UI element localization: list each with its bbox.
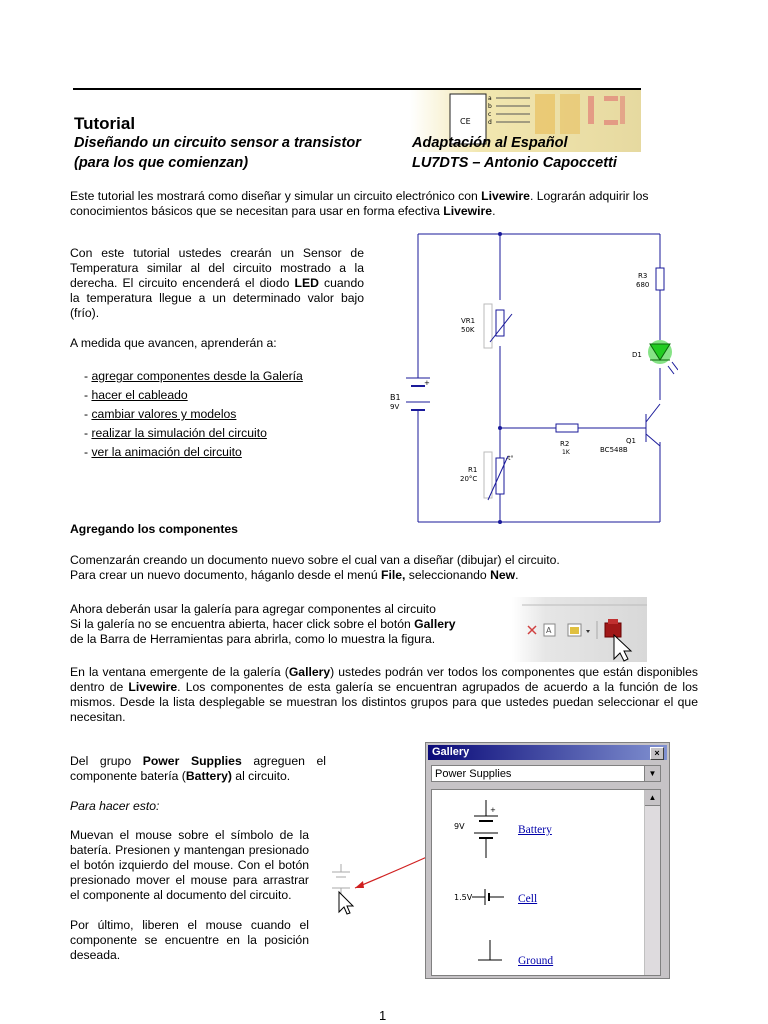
sensor-text-b: cuando la temperatura llegue a un determinado valor bajo (frío). [70, 276, 364, 320]
svg-text:+: + [424, 379, 430, 387]
label-r1: R1 [468, 466, 478, 474]
ghost-battery-icon [332, 864, 350, 896]
cell-value: 1.5V [454, 893, 473, 902]
chevron-down-icon[interactable]: ▼ [644, 766, 660, 781]
group-select[interactable] [431, 765, 661, 782]
label-b1-value: 9V [390, 403, 400, 411]
circuit-diagram [388, 228, 678, 528]
svg-text:+: + [490, 806, 496, 814]
label-b1: B1 [390, 393, 401, 402]
svg-text:a: a [488, 95, 492, 102]
gallery-item-cell[interactable]: Cell [518, 893, 538, 905]
learn-item[interactable]: - agregar componentes desde la Galería [84, 369, 303, 383]
text-icon [544, 624, 555, 636]
subtitle-line1: Diseñando un circuito sensor a transistor [74, 135, 361, 151]
sensor-text-a: Con este tutorial ustedes crearán un Sensor de Temperatura similar al del circuito mostrado a la derecha. El circuito encenderá el diodo [70, 246, 364, 290]
circuit-wires [418, 234, 660, 522]
transistor-symbol [646, 404, 660, 446]
learn-list [84, 367, 303, 462]
battery-component-icon[interactable] [468, 798, 504, 862]
gallery-item-battery[interactable]: Battery [518, 824, 552, 836]
learn-item[interactable]: - ver la animación del circuito [84, 445, 242, 459]
label-r2: R2 [560, 440, 570, 448]
learn-intro: A medida que avancen, aprenderán a: [70, 336, 277, 350]
menu-new: New [490, 568, 516, 582]
intro-text-c: . [492, 204, 496, 218]
intro-text-b: . Lograrán adquirir los conocimientos básicos que se necesitan para usar en forma efectiva [70, 189, 649, 218]
sensor-bold-led: LED [294, 276, 319, 290]
variable-resistor-symbol [484, 304, 512, 348]
gallery-item-ground[interactable]: Ground [518, 955, 554, 967]
toolbar-screenshot [512, 597, 647, 662]
component-list[interactable] [431, 789, 661, 976]
gallery-title: Gallery [432, 746, 470, 758]
learn-item[interactable]: - realizar la simulación del circuito [84, 426, 267, 440]
ground-component-icon[interactable] [472, 940, 508, 970]
label-temp-mark: -t° [506, 455, 514, 462]
thermistor-symbol [484, 452, 508, 500]
label-r3: R3 [638, 272, 648, 280]
label-q1-value: BC548B [600, 446, 628, 454]
svg-text:CE: CE [460, 117, 471, 126]
label-vr1: VR1 [461, 317, 476, 325]
intro-bold-a: Livewire [481, 189, 530, 203]
gallery-line2: Si la galería no se encuentra abierta, hacer click sobre el botón Gallery [70, 617, 456, 631]
power-bold-battery: Battery) [185, 769, 232, 783]
r3-symbol [656, 268, 664, 290]
howto-heading: Para hacer esto: [70, 799, 160, 813]
label-q1: Q1 [626, 437, 636, 445]
gallery-titlebar[interactable] [428, 745, 667, 760]
r2-symbol [556, 424, 578, 432]
scroll-up-icon[interactable]: ▲ [645, 790, 660, 806]
drag-cursor-icon [339, 892, 353, 914]
adaptation-line1: Adaptación al Español [412, 135, 568, 151]
label-r2-value: 1K [562, 449, 570, 456]
group-select-value: Power Supplies [435, 768, 512, 780]
intro-bold-b: Livewire [443, 204, 493, 218]
new-doc-line2: Para crear un nuevo documento, háganlo desde el menú File, seleccionando New. [70, 568, 519, 582]
cell-component-icon[interactable] [472, 886, 508, 908]
final-paragraph: Por último, liberen el mouse cuando el componente se encuentre en la posición deseada. [70, 918, 309, 962]
svg-text:c: c [488, 111, 492, 118]
battery-value: 9V [454, 822, 465, 831]
window-bold-livewire: Livewire [128, 680, 178, 694]
intro-paragraph [70, 189, 690, 219]
gallery-bold: Gallery [414, 617, 456, 631]
svg-text:d: d [488, 119, 492, 126]
gallery-window[interactable] [425, 742, 670, 979]
adaptation-line2: LU7DTS – Antonio Capoccetti [412, 155, 617, 171]
sensor-paragraph [70, 246, 364, 321]
window-paragraph: En la ventana emergente de la galería (Gallery) ustedes podrán ver todos los componentes que están disponibles dentro de Livewire. Los componentes de esta galería se encuentran agrupados de acuerdo a la función de los mismos. Desde la lista desplegable se muestran los distintos grupos para que ustedes puedan seleccionar el que necesitan. [70, 665, 698, 724]
subtitle-line2: (para los que comienzan) [74, 155, 249, 171]
learn-item[interactable]: - cambiar valores y modelos [84, 407, 237, 421]
label-r1-value: 20°C [460, 475, 478, 483]
gallery-line3: de la Barra de Herramientas para abrirla, como lo muestra la figura. [70, 632, 436, 646]
power-bold-supplies: Power Supplies [142, 754, 242, 768]
label-vr1-value: 50K [461, 326, 475, 334]
label-r3-value: 680 [636, 281, 650, 289]
svg-text:A: A [546, 626, 552, 635]
steps-paragraph: Muevan el mouse sobre el símbolo de la batería. Presionen y mantengan presionado el botón izquierdo del mouse. Con el botón presionado mover el mouse para arrastrar el componente al documento del circuito. [70, 828, 309, 902]
page-title: Tutorial [74, 114, 136, 133]
power-paragraph: Del grupo Power Supplies agreguen el componente batería (Battery) al circuito. [70, 754, 326, 783]
list-scrollbar[interactable] [644, 790, 660, 975]
picture-icon [568, 624, 581, 636]
svg-text:b: b [488, 103, 492, 110]
section-heading: Agregando los componentes [70, 522, 238, 536]
label-d1: D1 [632, 351, 642, 359]
intro-text-a: Este tutorial les mostrará como diseñar y simular un circuito electrónico con [70, 189, 482, 203]
menu-file: File, [381, 568, 406, 582]
new-doc-line1: Comenzarán creando un documento nuevo sobre el cual van a diseñar (dibujar) el circuito. [70, 553, 560, 567]
window-bold-gallery: Gallery [288, 665, 331, 679]
close-button[interactable]: × [650, 747, 664, 760]
learn-item[interactable]: - hacer el cableado [84, 388, 188, 402]
gallery-line1: Ahora deberán usar la galería para agregar componentes al circuito [70, 602, 436, 616]
page-number: 1 [379, 1008, 387, 1023]
